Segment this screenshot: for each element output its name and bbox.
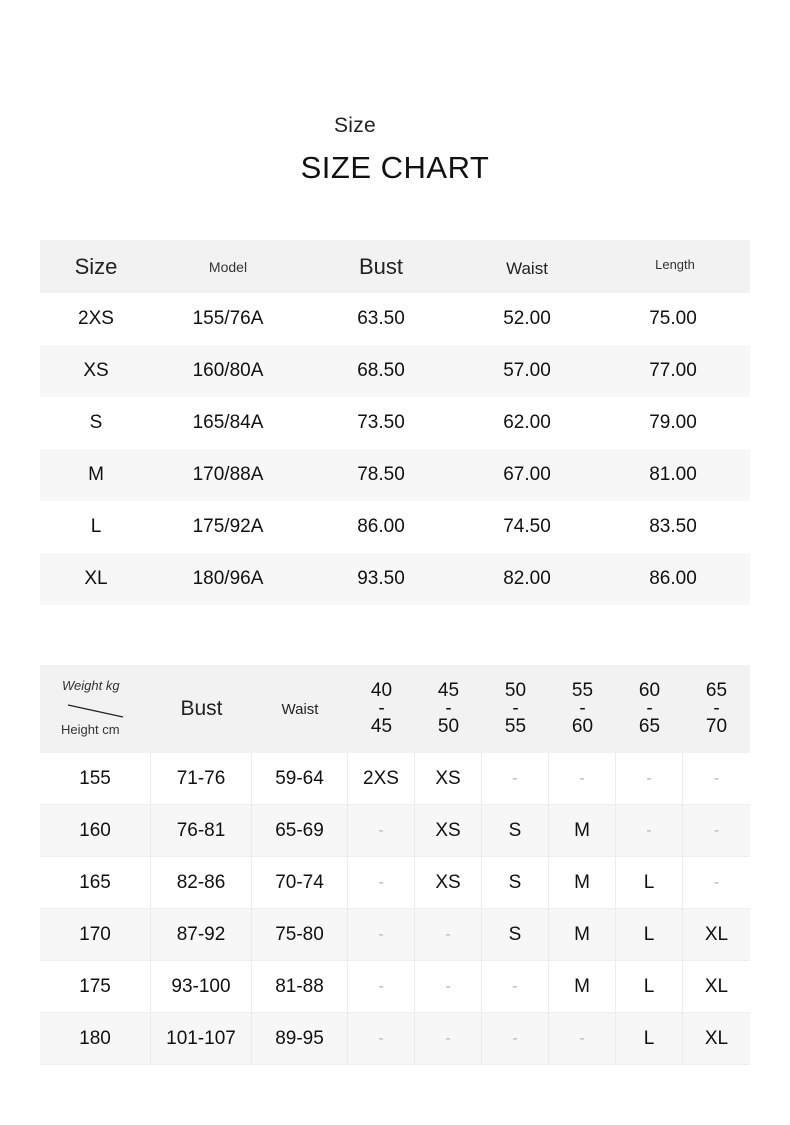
page-subtitle: Size xyxy=(333,114,377,137)
cell-size: - xyxy=(415,909,482,960)
cell-length: 86.00 xyxy=(649,568,697,589)
cell-size: - xyxy=(415,961,482,1012)
cell-size: - xyxy=(713,873,720,891)
cell-length: 83.50 xyxy=(649,516,697,537)
cell-size: XS xyxy=(415,805,482,856)
range-from: 45 xyxy=(437,680,460,701)
range-to: 50 xyxy=(437,716,460,737)
header-model: Model xyxy=(208,258,248,275)
cell-waist: 89-95 xyxy=(252,1013,348,1064)
cell-waist: 62.00 xyxy=(503,412,551,433)
cell-size: S xyxy=(482,805,549,856)
cell-size: - xyxy=(616,753,683,804)
range-separator: - xyxy=(579,698,586,719)
cell-length: 79.00 xyxy=(649,412,697,433)
header-length: Length xyxy=(655,257,695,272)
table-row xyxy=(40,961,750,1013)
cell-model: 180/96A xyxy=(192,568,264,589)
table-row xyxy=(40,449,750,501)
header-weight-range xyxy=(683,665,750,753)
cell-length: 81.00 xyxy=(649,464,697,485)
header-size: Size xyxy=(74,253,118,279)
cell-length: 75.00 xyxy=(649,308,697,329)
cell-size: - xyxy=(348,961,415,1012)
cell-bust: 76-81 xyxy=(151,805,252,856)
cell-size: XL xyxy=(704,1027,729,1049)
range-from: 55 xyxy=(571,680,594,701)
cell-size: - xyxy=(549,753,616,804)
cell-waist: 59-64 xyxy=(252,753,348,804)
cell-size: S xyxy=(482,909,549,960)
cell-waist: 65-69 xyxy=(252,805,348,856)
cell-waist: 75-80 xyxy=(252,909,348,960)
cell-size: M xyxy=(88,464,104,485)
cell-height: 155 xyxy=(40,753,151,804)
cell-size: - xyxy=(713,769,720,787)
cell-waist: 74.50 xyxy=(503,516,551,537)
range-from: 65 xyxy=(705,680,728,701)
range-to: 45 xyxy=(370,716,393,737)
cell-size: L xyxy=(616,857,683,908)
table-row xyxy=(40,805,750,857)
header-weight-range xyxy=(348,665,415,753)
cell-size: XS xyxy=(415,753,482,804)
cell-size: M xyxy=(549,909,616,960)
cell-model: 165/84A xyxy=(192,412,264,433)
cell-size: L xyxy=(616,961,683,1012)
table-row xyxy=(40,753,750,805)
cell-size: XL xyxy=(704,975,729,997)
header-height-label: Height cm xyxy=(61,722,120,737)
cell-size: XS xyxy=(415,857,482,908)
cell-size: M xyxy=(549,805,616,856)
cell-size: - xyxy=(549,1013,616,1064)
table-row xyxy=(40,397,750,449)
table-row xyxy=(40,1013,750,1065)
cell-height: 175 xyxy=(40,961,151,1012)
cell-bust: 93.50 xyxy=(357,568,405,589)
range-to: 70 xyxy=(705,716,728,737)
page-title: SIZE CHART xyxy=(300,150,490,185)
header-waist: Waist xyxy=(281,700,319,718)
cell-size: 2XS xyxy=(348,753,415,804)
cell-size: - xyxy=(482,961,549,1012)
range-separator: - xyxy=(646,698,653,719)
cell-size: XL xyxy=(84,568,108,589)
cell-height: 160 xyxy=(40,805,151,856)
cell-bust: 63.50 xyxy=(357,308,405,329)
table-row xyxy=(40,857,750,909)
cell-bust: 78.50 xyxy=(357,464,405,485)
header-weight-range xyxy=(616,665,683,753)
range-to: 60 xyxy=(571,716,594,737)
cell-waist: 52.00 xyxy=(503,308,551,329)
range-from: 40 xyxy=(370,680,393,701)
cell-bust: 68.50 xyxy=(357,360,405,381)
cell-size: - xyxy=(348,909,415,960)
diagonal-header-cell xyxy=(40,665,151,753)
cell-size: - xyxy=(348,857,415,908)
cell-size: XL xyxy=(704,923,729,945)
cell-size: L xyxy=(616,1013,683,1064)
cell-bust: 71-76 xyxy=(151,753,252,804)
table-row xyxy=(40,501,750,553)
cell-bust: 101-107 xyxy=(151,1013,252,1064)
cell-size: - xyxy=(348,1013,415,1064)
range-to: 65 xyxy=(638,716,661,737)
cell-bust: 73.50 xyxy=(357,412,405,433)
cell-model: 155/76A xyxy=(192,308,264,329)
cell-bust: 93-100 xyxy=(151,961,252,1012)
range-separator: - xyxy=(378,698,385,719)
cell-waist: 81-88 xyxy=(252,961,348,1012)
cell-bust: 82-86 xyxy=(151,857,252,908)
range-from: 60 xyxy=(638,680,661,701)
cell-waist: 67.00 xyxy=(503,464,551,485)
table-row xyxy=(40,293,750,345)
cell-size: - xyxy=(616,805,683,856)
header-weight-range xyxy=(415,665,482,753)
table-header-row xyxy=(40,240,750,293)
table-row xyxy=(40,345,750,397)
cell-bust: 86.00 xyxy=(357,516,405,537)
cell-size: S xyxy=(89,412,103,433)
cell-size: L xyxy=(90,516,102,537)
header-bust: Bust xyxy=(358,253,404,279)
cell-size: 2XS xyxy=(78,308,114,329)
cell-waist: 57.00 xyxy=(503,360,551,381)
cell-bust: 87-92 xyxy=(151,909,252,960)
cell-size: XS xyxy=(83,360,109,381)
size-recommendation-table xyxy=(40,665,750,1065)
range-to: 55 xyxy=(504,716,527,737)
range-separator: - xyxy=(445,698,452,719)
cell-model: 170/88A xyxy=(192,464,264,485)
cell-size: - xyxy=(713,821,720,839)
cell-model: 175/92A xyxy=(192,516,264,537)
cell-size: - xyxy=(482,1013,549,1064)
cell-size: M xyxy=(549,857,616,908)
cell-size: L xyxy=(616,909,683,960)
table-row xyxy=(40,553,750,605)
header-weight-height xyxy=(40,665,151,753)
cell-size: S xyxy=(482,857,549,908)
cell-size: - xyxy=(348,805,415,856)
header-bust: Bust xyxy=(180,697,223,720)
header-waist: Waist xyxy=(506,258,548,278)
cell-size: M xyxy=(549,961,616,1012)
cell-height: 180 xyxy=(40,1013,151,1064)
cell-waist: 82.00 xyxy=(503,568,551,589)
size-measurement-table xyxy=(40,240,750,605)
cell-size: - xyxy=(482,753,549,804)
cell-size: - xyxy=(415,1013,482,1064)
cell-length: 77.00 xyxy=(649,360,697,381)
range-separator: - xyxy=(512,698,519,719)
table-header-row xyxy=(40,665,750,753)
range-from: 50 xyxy=(504,680,527,701)
header-weight-range xyxy=(482,665,549,753)
range-separator: - xyxy=(713,698,720,719)
cell-height: 165 xyxy=(40,857,151,908)
header-weight-label: Weight kg xyxy=(62,678,120,693)
cell-height: 170 xyxy=(40,909,151,960)
header-weight-range xyxy=(549,665,616,753)
table-body xyxy=(40,753,750,1065)
cell-model: 160/80A xyxy=(192,360,264,381)
table-row xyxy=(40,909,750,961)
cell-waist: 70-74 xyxy=(252,857,348,908)
